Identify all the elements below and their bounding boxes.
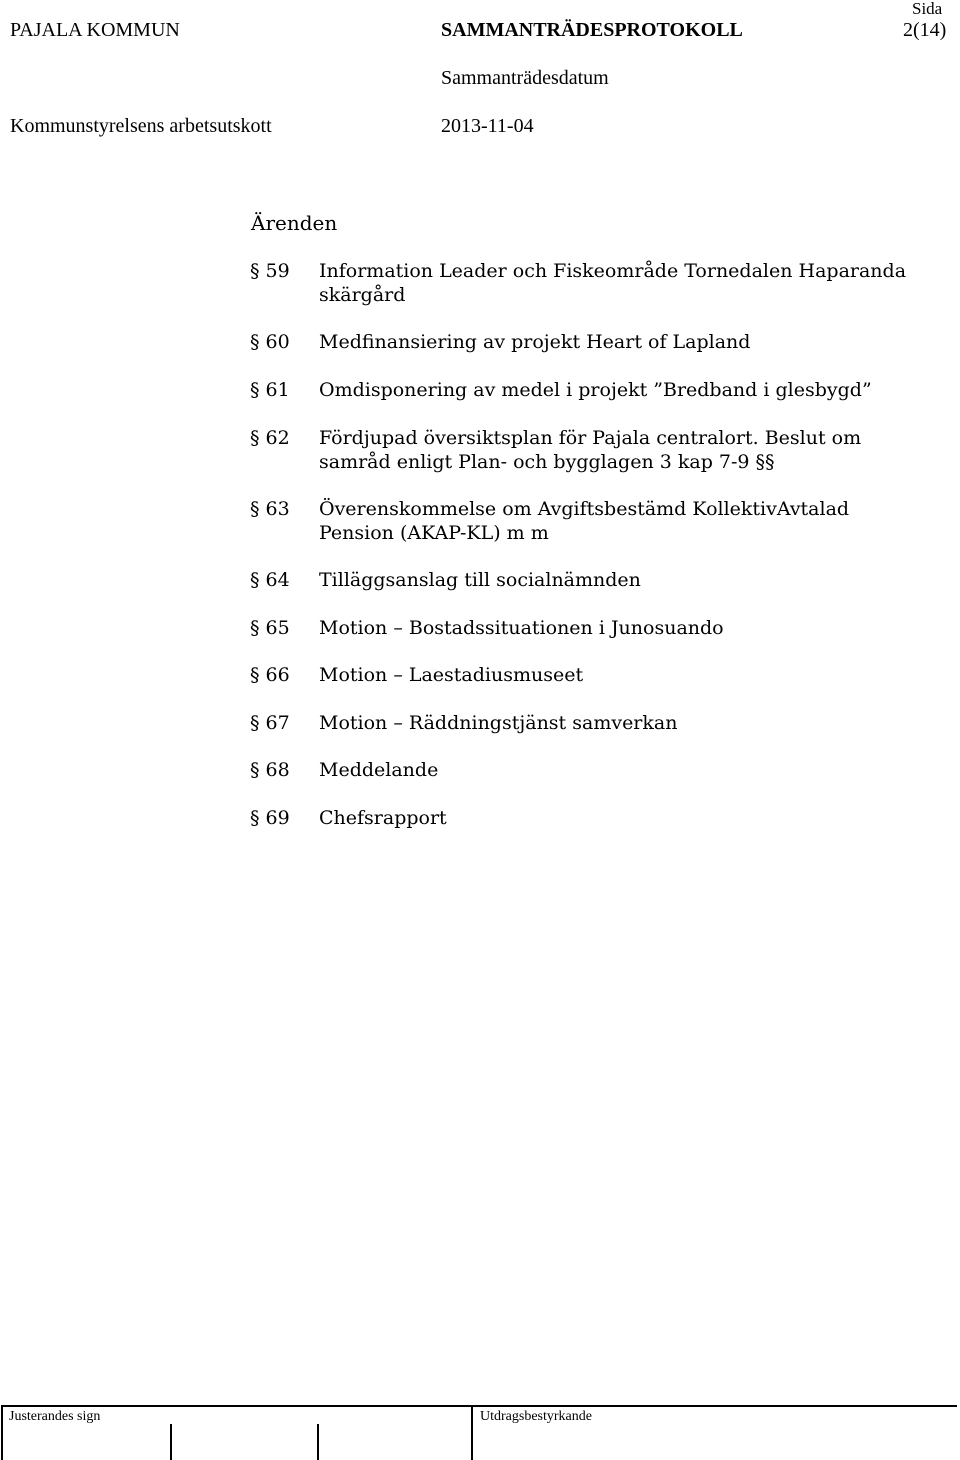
section-number: § 59 (250, 260, 290, 282)
agenda-item-text: Medfinansiering av projekt Heart of Lapland (319, 331, 751, 353)
section-number: § 60 (250, 331, 290, 353)
section-number: § 65 (250, 617, 290, 639)
agenda-item-text: Tilläggsanslag till socialnämnden (319, 569, 641, 591)
sign-label: Justerandes sign (9, 1409, 101, 1424)
footer-middle-divider (471, 1405, 473, 1460)
agenda-item-text: Motion – Bostadssituationen i Junosuando (319, 617, 724, 639)
agenda-item-text: Omdisponering av medel i projekt ”Bredband i glesbygd” (319, 379, 872, 401)
meeting-date-label: Sammanträdesdatum (441, 67, 609, 89)
agenda-item-text: Motion – Räddningstjänst samverkan (319, 712, 678, 734)
section-number: § 69 (250, 807, 290, 829)
footer-top-rule (1, 1405, 957, 1407)
committee-name: Kommunstyrelsens arbetsutskott (10, 115, 272, 137)
agenda-title: Ärenden (251, 211, 338, 235)
agenda-item-text: Fördjupad översiktsplan för Pajala centralort. Beslut om samråd enligt Plan- och bygglagen 3 kap 7-9 §§ (319, 427, 862, 473)
agenda-item-text: Överenskommelse om Avgiftsbestämd KollektivAvtalad Pension (AKAP-KL) m m (319, 498, 850, 544)
footer-left-border (1, 1405, 3, 1460)
document-type: SAMMANTRÄDESPROTOKOLL (441, 19, 743, 41)
municipality-name: PAJALA KOMMUN (10, 19, 180, 41)
agenda-item-text: Motion – Laestadiusmuseet (319, 664, 584, 686)
section-number: § 62 (250, 427, 290, 449)
section-number: § 67 (250, 712, 290, 734)
agenda-item-text: Chefsrapport (319, 807, 447, 829)
section-number: § 64 (250, 569, 290, 591)
agenda-item-text: Information Leader och Fiskeområde Tornedalen Haparanda skärgård (319, 260, 907, 306)
excerpt-label: Utdragsbestyrkande (480, 1409, 592, 1424)
page-number: 2(14) (903, 19, 947, 41)
section-number: § 68 (250, 759, 290, 781)
section-number: § 63 (250, 498, 290, 520)
agenda-item-text: Meddelande (319, 759, 439, 781)
meeting-date: 2013-11-04 (441, 115, 534, 137)
section-number: § 66 (250, 664, 290, 686)
sign-box-divider (317, 1424, 319, 1460)
page-label: Sida (912, 0, 943, 18)
sign-box-divider (170, 1424, 172, 1460)
section-number: § 61 (250, 379, 290, 401)
